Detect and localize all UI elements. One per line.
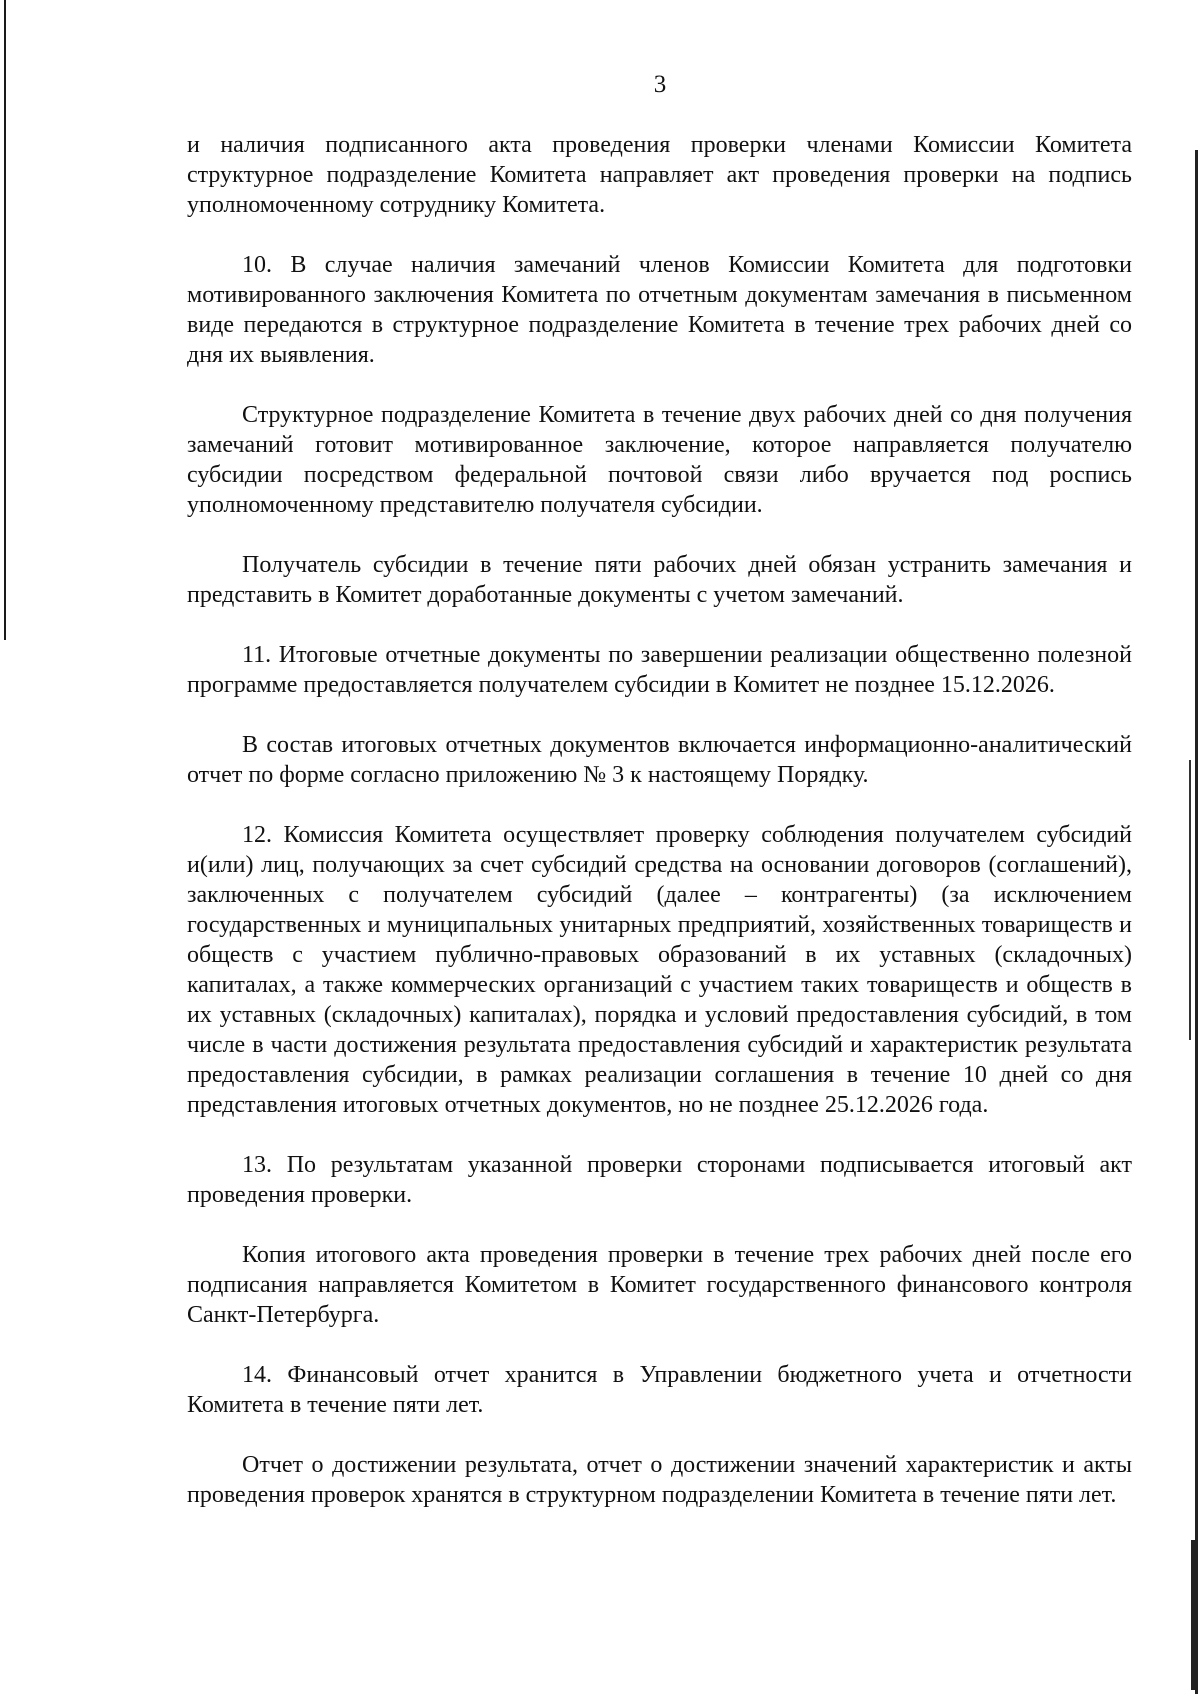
- paragraph-item-14: 14. Финансовый отчет хранится в Управлении бюджетного учета и отчетности Комитета в течение пяти лет.: [187, 1362, 1132, 1418]
- document-body: [187, 130, 1132, 1540]
- paragraph-item-10-correction: Получатель субсидии в течение пяти рабочих дней обязан устранить замечания и представить в Комитет доработанные документы с учетом замечаний.: [187, 552, 1132, 608]
- scan-edge-right: [1195, 150, 1198, 1694]
- paragraph-item-14-storage: Отчет о достижении результата, отчет о достижении значений характеристик и акты проведения проверок хранятся в структурном подразделении Комитета в течение пяти лет.: [187, 1452, 1132, 1508]
- page-number: 3: [653, 71, 667, 98]
- paragraph-item-10: 10. В случае наличия замечаний членов Комиссии Комитета для подготовки мотивированного заключения Комитета по отчетным документам замечания в письменном виде передаются в структурное подразделение Комитета в течение трех рабочих дней со дня их выявления.: [187, 252, 1132, 368]
- paragraph-item-13: 13. По результатам указанной проверки сторонами подписывается итоговый акт проведения проверки.: [187, 1152, 1132, 1208]
- scan-edge-right-bottom: [1191, 1540, 1195, 1690]
- paragraph-item-12: 12. Комиссия Комитета осуществляет проверку соблюдения получателем субсидий и(или) лиц, получающих за счет субсидий средства на основании договоров (соглашений), заключенных с получателем субсидий (далее – контрагенты) (за исключением государственных и муниципальных унитарных предприятий, хозяйственных товариществ и обществ с участием публично-правовых образований в их уставных (складочных) капиталах, а также коммерческих организаций с участием таких товариществ и обществ в их уставных (складочных) капиталах), порядка и условий предоставления субсидий, в том числе в части достижения результата предоставления субсидий и характеристик результата предоставления субсидии, в рамках реализации соглашения в течение 10 дней со дня представления итоговых отчетных документов, но не позднее 25.12.2026 года.: [187, 822, 1132, 1118]
- paragraph-continuation: и наличия подписанного акта проведения проверки членами Комиссии Комитета структурное подразделение Комитета направляет акт проведения проверки на подпись уполномоченному сотруднику Комитета.: [187, 132, 1132, 218]
- scan-edge-right-mark: [1189, 760, 1191, 1040]
- paragraph-item-11: 11. Итоговые отчетные документы по завершении реализации общественно полезной программе предоставляется получателем субсидии в Комитет не позднее 15.12.2026.: [187, 642, 1132, 698]
- paragraph-item-13-copy: Копия итогового акта проведения проверки в течение трех рабочих дней после его подписания направляется Комитетом в Комитет государственного финансового контроля Санкт-Петербурга.: [187, 1242, 1132, 1328]
- paragraph-item-11-composition: В состав итоговых отчетных документов включается информационно-аналитический отчет по форме согласно приложению № 3 к настоящему Порядку.: [187, 732, 1132, 788]
- paragraph-item-10-conclusion: Структурное подразделение Комитета в течение двух рабочих дней со дня получения замечаний готовит мотивированное заключение, которое направляется получателю субсидии посредством федеральной почтовой связи либо вручается под роспись уполномоченному представителю получателя субсидии.: [187, 402, 1132, 518]
